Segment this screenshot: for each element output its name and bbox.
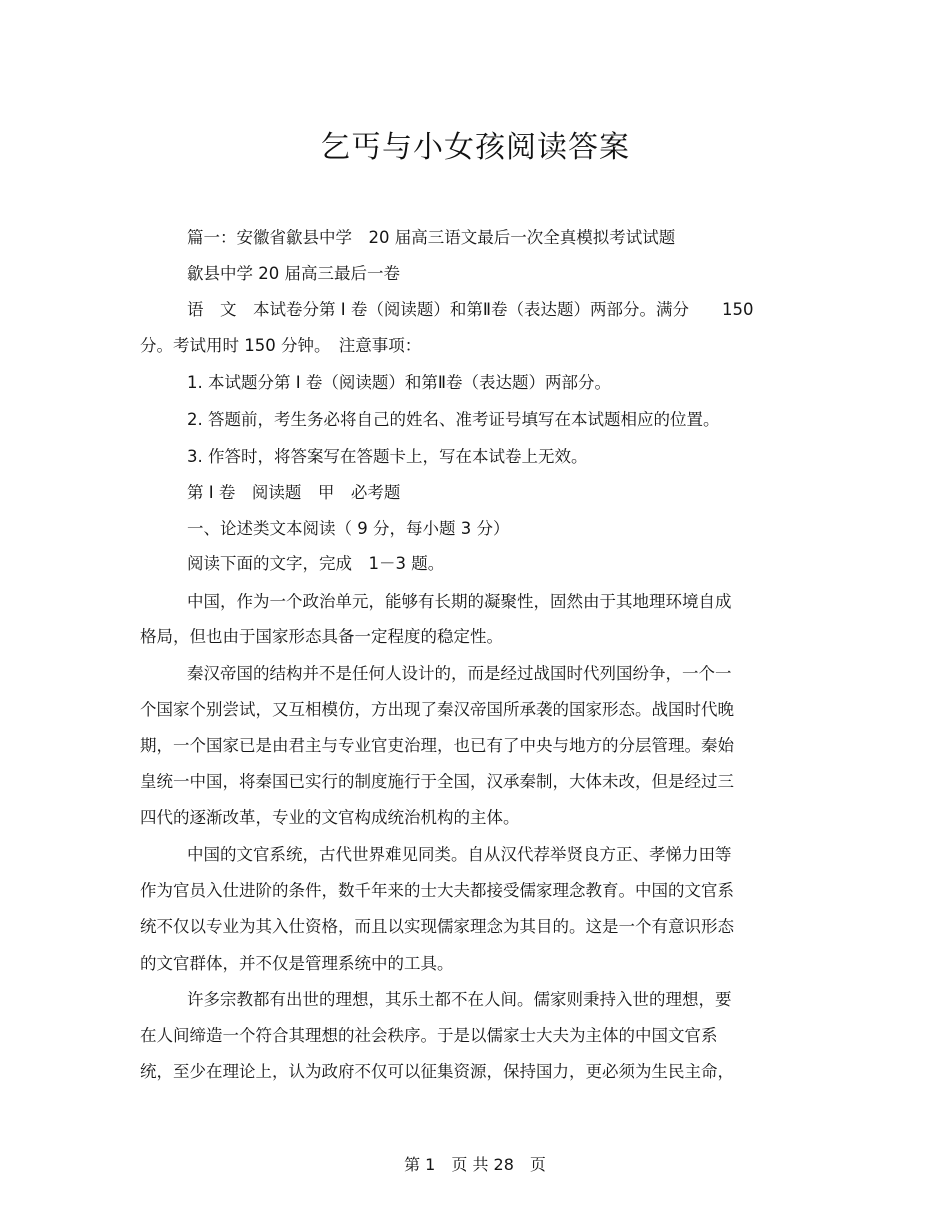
text-line: 格局，但也由于国家形态具备一定程度的稳定性。 <box>140 627 503 646</box>
text-line: 阅读下面的文字，完成 1－3 题。 <box>187 554 445 573</box>
text-line: 3. 作答时，将答案写在答题卡上，写在本试卷上无效。 <box>187 447 588 466</box>
text-line: 个国家个别尝试，又互相模仿，方出现了秦汉帝国所承袭的国家形态。战国时代晚 <box>140 700 734 719</box>
page-footer: 第 1 页 共 28 页 <box>404 1155 546 1174</box>
text-line: 期，一个国家已是由君主与专业官吏治理，也已有了中央与地方的分层管理。秦始 <box>140 736 734 755</box>
text-line: 1. 本试题分第 I 卷（阅读题）和第Ⅱ卷（表达题）两部分。 <box>187 373 611 392</box>
text-line: 第 I 卷 阅读题 甲 必考题 <box>187 483 401 502</box>
text-line: 在人间缔造一个符合其理想的社会秩序。于是以儒家士大夫为主体的中国文官系 <box>140 1026 718 1045</box>
text-line: 许多宗教都有出世的理想，其乐土都不在人间。儒家则秉持入世的理想，要 <box>187 990 732 1009</box>
text-line: 2. 答题前，考生务必将自己的姓名、准考证号填写在本试题相应的位置。 <box>187 410 720 429</box>
text-line: 语 文 本试卷分第 I 卷（阅读题）和第Ⅱ卷（表达题）两部分。满分 150 <box>187 300 754 319</box>
text-line: 歙县中学 20 届高三最后一卷 <box>187 264 400 283</box>
text-line: 作为官员入仕进阶的条件，数千年来的士大夫都接受儒家理念教育。中国的文官系 <box>140 881 734 900</box>
text-line: 分。考试用时 150 分钟。 注意事项： <box>140 336 422 355</box>
document-title: 乞丐与小女孩阅读答案 <box>320 130 630 165</box>
text-line: 秦汉帝国的结构并不是任何人设计的，而是经过战国时代列国纷争，一个一 <box>187 664 732 683</box>
text-line: 统不仅以专业为其入仕资格，而且以实现儒家理念为其目的。这是一个有意识形态 <box>140 917 734 936</box>
text-line: 皇统一中国，将秦国已实行的制度施行于全国，汉承秦制，大体未改，但是经过三 <box>140 772 734 791</box>
text-line: 的文官群体，并不仅是管理系统中的工具。 <box>140 954 454 973</box>
text-line: 统，至少在理论上，认为政府不仅可以征集资源，保持国力，更必须为生民主命， <box>140 1062 734 1081</box>
text-line: 一、论述类文本阅读（ 9 分，每小题 3 分） <box>187 519 510 538</box>
text-line: 篇一：安徽省歙县中学 20 届高三语文最后一次全真模拟考试试题 <box>187 228 676 247</box>
text-line: 中国的文官系统，古代世界难见同类。自从汉代荐举贤良方正、孝悌力田等 <box>187 845 732 864</box>
text-line: 四代的逐渐改革，专业的文官构成统治机构的主体。 <box>140 808 520 827</box>
text-line: 中国，作为一个政治单元，能够有长期的凝聚性，固然由于其地理环境自成 <box>187 592 732 611</box>
